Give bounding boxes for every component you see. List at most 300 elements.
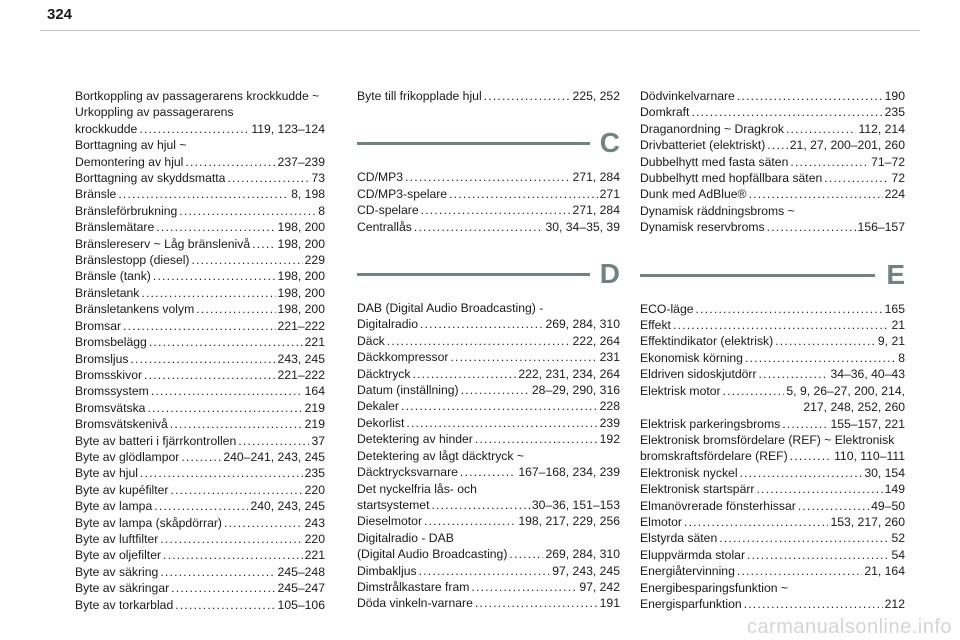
- entry-row: [357, 219, 620, 235]
- entry-row: [640, 317, 905, 333]
- section-divider: [357, 273, 590, 276]
- entry-term: Elektronisk nyckel: [640, 465, 738, 480]
- index-entry: [357, 595, 620, 611]
- index-entry: [640, 301, 905, 317]
- entry-row: [357, 366, 620, 382]
- entry-pages: 30–36, 151–153: [531, 497, 620, 512]
- entry-pages: 222, 264: [572, 333, 620, 348]
- dot-leader: [175, 597, 275, 613]
- index-entry: [75, 416, 325, 432]
- entry-pages: 269, 284, 310: [545, 317, 620, 332]
- entry-pages: 245–248: [277, 564, 325, 579]
- entry-row: [640, 416, 905, 432]
- entry-row: [75, 515, 325, 531]
- dot-leader: [673, 317, 889, 333]
- entry-row: [640, 547, 905, 563]
- entry-term: Ekonomisk körning: [640, 350, 743, 365]
- index-entry: [75, 334, 325, 350]
- entry-pages: 52: [891, 531, 905, 546]
- entry-term: Bromsljus: [75, 351, 129, 366]
- entry-row: [640, 88, 905, 104]
- index-entry: [640, 530, 905, 546]
- index-entry: [357, 431, 620, 447]
- section-letter: D: [599, 258, 620, 290]
- entry-row: [640, 170, 905, 186]
- entry-term: Eluppvärmda stolar: [640, 547, 745, 562]
- index-entry: [357, 398, 620, 414]
- entry-pages: 164: [304, 384, 325, 399]
- entry-row: [75, 334, 325, 350]
- index-entry: [640, 563, 905, 579]
- entry-term: Däck: [357, 333, 385, 348]
- dot-leader: [405, 169, 570, 185]
- entry-text-line: Dynamisk räddningsbroms ~: [640, 203, 795, 218]
- dot-leader: [475, 431, 598, 447]
- dot-leader: [123, 318, 275, 334]
- entry-row: [357, 497, 620, 513]
- entry-text-line: Energibesparingsfunktion ~: [640, 580, 789, 595]
- entry-term: Elmanövrerade fönsterhissar: [640, 498, 796, 513]
- entry-term: CD/MP3-spelare: [357, 186, 448, 201]
- index-entry: [357, 219, 620, 235]
- entry-pages: 212: [884, 596, 905, 611]
- dot-leader: [131, 351, 276, 367]
- dot-leader: [744, 596, 883, 612]
- entry-pages: 9, 21: [877, 334, 905, 349]
- entry-pages: 34–36, 40–43: [830, 367, 905, 382]
- index-entry: [357, 415, 620, 431]
- entry-pages: 198, 217, 229, 256: [518, 514, 620, 529]
- dot-leader: [782, 416, 828, 432]
- entry-term: Bromsbelägg: [75, 335, 147, 350]
- entry-pages: 110, 110–111: [834, 449, 905, 464]
- dot-leader: [224, 515, 303, 531]
- entry-row: [75, 482, 325, 498]
- entry-pages: 269, 284, 310: [545, 547, 620, 562]
- entry-term: startsystemet: [357, 497, 430, 512]
- entry-row: [357, 202, 620, 218]
- dot-leader: [756, 481, 882, 497]
- entry-row: [640, 514, 905, 530]
- entry-text-line: Urkoppling av passagerarens: [75, 105, 234, 120]
- entry-term: Dekaler: [357, 399, 399, 414]
- entry-pages: 155–157, 221: [830, 416, 905, 431]
- entry-pages: 220: [304, 531, 325, 546]
- entry-pages: 224: [884, 187, 905, 202]
- index-column-2: [357, 88, 620, 612]
- entry-pages: 198, 200: [277, 236, 325, 251]
- watermark: carmanualsonline.info: [746, 616, 952, 638]
- entry-pages: 235: [884, 105, 905, 120]
- entry-row: [357, 316, 620, 332]
- entry-term: Byte av oljefilter: [75, 548, 162, 563]
- dot-leader: [759, 366, 829, 382]
- index-entry: [75, 498, 325, 514]
- dot-leader: [740, 465, 863, 481]
- index-entry: [75, 433, 325, 449]
- index-column-1: [75, 88, 325, 613]
- entry-text-line: DAB (Digital Audio Broadcasting) -: [357, 301, 544, 316]
- dot-leader: [509, 546, 543, 562]
- index-entry: [75, 367, 325, 383]
- dot-leader: [461, 382, 530, 398]
- entry-text-line: Elektronisk bromsfördelare (REF) ~ Elektronisk: [640, 432, 895, 447]
- dot-leader: [747, 547, 889, 563]
- entry-text-line: Det nyckelfria lås- och: [357, 481, 477, 496]
- dot-leader: [147, 400, 302, 416]
- entry-term: Bränslereserv ~ Låg bränslenivå: [75, 236, 251, 251]
- entry-row: [75, 252, 325, 268]
- dot-leader: [767, 137, 787, 153]
- entry-row: [640, 465, 905, 481]
- entry-pages: 28–29, 290, 316: [531, 383, 620, 398]
- entry-pages: 105–106: [277, 597, 325, 612]
- index-entry: [357, 579, 620, 595]
- index-entry: [640, 350, 905, 366]
- entry-pages: 229: [304, 253, 325, 268]
- index-entry: [640, 432, 905, 465]
- entry-row: [357, 431, 620, 447]
- entry-term: Borttagning av skyddsmatta: [75, 171, 226, 186]
- dot-leader: [471, 579, 577, 595]
- index-entry: [640, 121, 905, 137]
- entry-row: [75, 170, 325, 186]
- entry-row: [75, 186, 325, 202]
- entry-row: [75, 449, 325, 465]
- entry-term: Draganordning ~ Dragkrok: [640, 121, 784, 136]
- entry-pages: 221–222: [277, 318, 325, 333]
- entry-term: Drivbatteriet (elektriskt): [640, 138, 766, 153]
- index-entry: [357, 513, 620, 529]
- index-entry: [75, 301, 325, 317]
- index-entry: [357, 448, 620, 481]
- dot-leader: [406, 415, 597, 431]
- entry-term: Döda vinkeln-varnare: [357, 596, 473, 611]
- dot-leader: [449, 186, 598, 202]
- index-entry: [357, 169, 620, 185]
- entry-term: Effekt: [640, 318, 671, 333]
- entry-pages: 243, 245: [277, 351, 325, 366]
- index-entry: [75, 351, 325, 367]
- entry-pages: 72: [891, 171, 905, 186]
- index-column-3: [640, 88, 905, 612]
- dot-leader: [181, 449, 221, 465]
- entry-row: [75, 367, 325, 383]
- entry-pages: 198, 200: [277, 302, 325, 317]
- dot-leader: [790, 448, 832, 464]
- dot-leader: [170, 482, 302, 498]
- section-divider: [357, 142, 590, 145]
- entry-text-line: Detektering av lågt däcktryck ~: [357, 448, 524, 463]
- entry-text-line: Bortkoppling av passagerarens krockkudde ~: [75, 89, 320, 103]
- entry-term: Bromsar: [75, 318, 122, 333]
- entry-term: Eldriven sidoskjutdörr: [640, 367, 757, 382]
- dot-leader: [144, 367, 276, 383]
- entry-row: [75, 236, 325, 252]
- entry-term: Byte av hjul: [75, 466, 139, 481]
- entry-pages: 222, 231, 234, 264: [518, 366, 620, 381]
- entry-term: Däcktrycksvarnare: [357, 465, 458, 480]
- entry-term: Dubbelhytt med fasta säten: [640, 154, 789, 169]
- entry-row: [75, 564, 325, 580]
- index-entry: [75, 203, 325, 219]
- entry-term: Domkraft: [640, 105, 690, 120]
- entry-row: [75, 285, 325, 301]
- dot-leader: [475, 595, 598, 611]
- entry-row: [357, 169, 620, 185]
- index-entry: [357, 88, 620, 104]
- entry-term: Byte av säkring: [75, 564, 159, 579]
- header-divider: [40, 30, 920, 31]
- dot-leader: [149, 334, 303, 350]
- entry-term: Dimbakljus: [357, 563, 417, 578]
- entry-pages: 239: [599, 415, 620, 430]
- dot-leader: [170, 416, 303, 432]
- dot-leader: [151, 383, 303, 399]
- entry-row: [357, 464, 620, 480]
- entry-pages: 231: [599, 350, 620, 365]
- entry-term: Bromsvätska: [75, 400, 146, 415]
- entry-pages: 21, 164: [864, 564, 905, 579]
- entry-pages: 198, 200: [277, 269, 325, 284]
- entry-row: [75, 433, 325, 449]
- entry-row: [75, 383, 325, 399]
- entry-term: Byte av glödlampor: [75, 449, 180, 464]
- dot-leader: [421, 202, 571, 218]
- dot-leader: [140, 465, 303, 481]
- page-number: 324: [47, 6, 73, 23]
- entry-pages: 21: [891, 318, 905, 333]
- index-entry: [640, 366, 905, 382]
- dot-leader: [238, 433, 309, 449]
- dot-leader: [691, 104, 882, 120]
- entry-term: Bromsvätskenivå: [75, 417, 168, 432]
- entry-pages: 49–50: [871, 498, 905, 513]
- entry-pages: 271, 284: [572, 203, 620, 218]
- entry-text-line: Digitalradio - DAB: [357, 530, 454, 545]
- index-entry: [75, 383, 325, 399]
- entry-term: Elektronisk startspärr: [640, 482, 755, 497]
- dot-leader: [191, 252, 302, 268]
- dot-leader: [460, 464, 516, 480]
- entry-row: [640, 563, 905, 579]
- entry-row: [357, 546, 620, 562]
- index-entry: [75, 400, 325, 416]
- index-entry: [357, 333, 620, 349]
- dot-leader: [179, 203, 316, 219]
- entry-row: [357, 382, 620, 398]
- entry-row: [640, 219, 905, 235]
- entry-term: Effektindikator (elektrisk): [640, 334, 774, 349]
- entry-term: Bränslestopp (diesel): [75, 253, 190, 268]
- dot-leader: [767, 219, 856, 235]
- index-entry: [640, 580, 905, 613]
- index-entry: [357, 530, 620, 563]
- dot-leader: [139, 121, 249, 137]
- entry-pages: 190: [884, 89, 905, 103]
- index-entry: [640, 104, 905, 120]
- index-entry: [357, 366, 620, 382]
- entry-row: [75, 268, 325, 284]
- entry-term: Byte av lampa (skåpdörrar): [75, 515, 222, 530]
- index-entry: [75, 465, 325, 481]
- entry-row: [640, 350, 905, 366]
- entry-row: [75, 154, 325, 170]
- entry-term: Elektrisk parkeringsbroms: [640, 416, 781, 431]
- entry-pages: 73: [311, 171, 325, 186]
- entry-row: [357, 595, 620, 611]
- entry-row: [640, 383, 905, 399]
- entry-term: Byte av säkringar: [75, 581, 170, 596]
- entry-term: Centrallås: [357, 219, 412, 234]
- entry-pages: 30, 154: [864, 465, 905, 480]
- dot-leader: [484, 88, 571, 104]
- entry-row: [357, 88, 620, 104]
- entry-row: [75, 597, 325, 613]
- entry-term: Elektrisk motor: [640, 383, 721, 398]
- index-entry: [75, 547, 325, 563]
- entry-term: bromskraftsfördelare (REF): [640, 449, 788, 464]
- index-entry: [75, 580, 325, 596]
- entry-row: [640, 301, 905, 317]
- entry-row: [640, 448, 905, 464]
- index-entry: [640, 514, 905, 530]
- entry-row: [640, 186, 905, 202]
- entry-term: Byte till frikopplade hjul: [357, 89, 482, 103]
- index-entry: [75, 449, 325, 465]
- index-entry: [640, 154, 905, 170]
- entry-row: [357, 333, 620, 349]
- index-entry: [640, 88, 905, 104]
- dot-leader: [824, 170, 889, 186]
- dot-leader: [185, 154, 275, 170]
- section-letter: C: [599, 127, 620, 159]
- entry-pages: 153, 217, 260: [830, 514, 905, 529]
- section-divider: [640, 274, 875, 277]
- entry-row: [640, 137, 905, 153]
- dot-leader: [154, 498, 248, 514]
- entry-term: Detektering av hinder: [357, 432, 473, 447]
- entry-pages: 37: [311, 433, 325, 448]
- dot-leader: [414, 219, 544, 235]
- entry-term: Dekorlist: [357, 415, 405, 430]
- dot-leader: [387, 333, 571, 349]
- dot-leader: [196, 301, 275, 317]
- index-entry: [75, 268, 325, 284]
- entry-pages: 243: [304, 515, 325, 530]
- dot-leader: [737, 88, 883, 104]
- entry-row: [640, 121, 905, 137]
- entry-pages: 30, 34–35, 39: [545, 219, 620, 234]
- entry-pages: 54: [891, 547, 905, 562]
- entry-row: [640, 154, 905, 170]
- entry-term: Byte av lampa: [75, 499, 153, 514]
- entry-pages: 221–222: [277, 367, 325, 382]
- entry-pages: 71–72: [871, 154, 905, 169]
- entry-pages: 8, 198: [291, 187, 325, 202]
- entry-row: [75, 351, 325, 367]
- entry-term: Dubbelhytt med hopfällbara säten: [640, 171, 823, 186]
- index-entry: [75, 515, 325, 531]
- dot-leader: [450, 349, 597, 365]
- entry-pages: 221: [304, 335, 325, 350]
- entry-pages: 228: [599, 399, 620, 414]
- dot-leader: [798, 498, 869, 514]
- index-entry: [75, 88, 325, 137]
- dot-leader: [419, 563, 551, 579]
- entry-row: [357, 415, 620, 431]
- entry-term: Byte av kupéfilter: [75, 482, 169, 497]
- index-entry: [640, 317, 905, 333]
- entry-row: [640, 333, 905, 349]
- entry-term: Demontering av hjul: [75, 154, 184, 169]
- index-entry: [357, 300, 620, 333]
- entry-row: [640, 481, 905, 497]
- entry-text-line: Borttagning av hjul ~: [75, 138, 187, 153]
- index-entry: [640, 547, 905, 563]
- entry-pages: 119, 123–124: [251, 121, 325, 136]
- index-entry: [75, 597, 325, 613]
- entry-term: ECO-läge: [640, 301, 694, 316]
- dot-leader: [723, 383, 785, 399]
- entry-row: [75, 547, 325, 563]
- dot-leader: [749, 186, 883, 202]
- entry-pages: 165: [884, 301, 905, 316]
- entry-pages: 97, 242: [579, 579, 620, 594]
- entry-pages-continued: 217, 248, 252, 260: [803, 400, 905, 415]
- section-letter: E: [886, 258, 905, 290]
- entry-pages: 245–247: [277, 581, 325, 596]
- entry-pages: 225, 252: [572, 89, 620, 103]
- entry-term: Byte av luftfilter: [75, 531, 159, 546]
- entry-term: Bromsskivor: [75, 367, 143, 382]
- index-entry: [75, 531, 325, 547]
- dot-leader: [163, 547, 303, 563]
- entry-term: Bränsletankens volym: [75, 302, 195, 317]
- index-entry: [75, 482, 325, 498]
- entry-pages: 8: [898, 350, 905, 365]
- entry-term: Energisparfunktion: [640, 596, 742, 611]
- entry-term: (Digital Audio Broadcasting): [357, 547, 508, 562]
- entry-term: Dieselmotor: [357, 514, 423, 529]
- entry-term: Digitalradio: [357, 317, 418, 332]
- entry-row: [75, 121, 325, 137]
- entry-row: [75, 531, 325, 547]
- index-entry: [357, 349, 620, 365]
- entry-term: Däcktryck: [357, 366, 411, 381]
- dot-leader: [141, 285, 275, 301]
- entry-row: [357, 579, 620, 595]
- entry-term: Bränslemätare: [75, 220, 155, 235]
- entry-row: [640, 104, 905, 120]
- entry-row: [75, 219, 325, 235]
- index-entry: [75, 564, 325, 580]
- index-entry: [640, 186, 905, 202]
- entry-pages: 5, 9, 26–27, 200, 214,: [786, 383, 905, 398]
- entry-row: [75, 416, 325, 432]
- dot-leader: [420, 316, 543, 332]
- dot-leader: [413, 366, 517, 382]
- entry-row: [640, 596, 905, 612]
- section-header: [640, 258, 905, 292]
- index-entry: [357, 563, 620, 579]
- entry-pages: 240–241, 243, 245: [223, 449, 325, 464]
- entry-row: [640, 530, 905, 546]
- entry-term: Energiåtervinning: [640, 564, 735, 579]
- entry-pages: 271, 284: [572, 170, 620, 185]
- entry-term: Bränsletank: [75, 285, 140, 300]
- dot-leader: [401, 398, 598, 414]
